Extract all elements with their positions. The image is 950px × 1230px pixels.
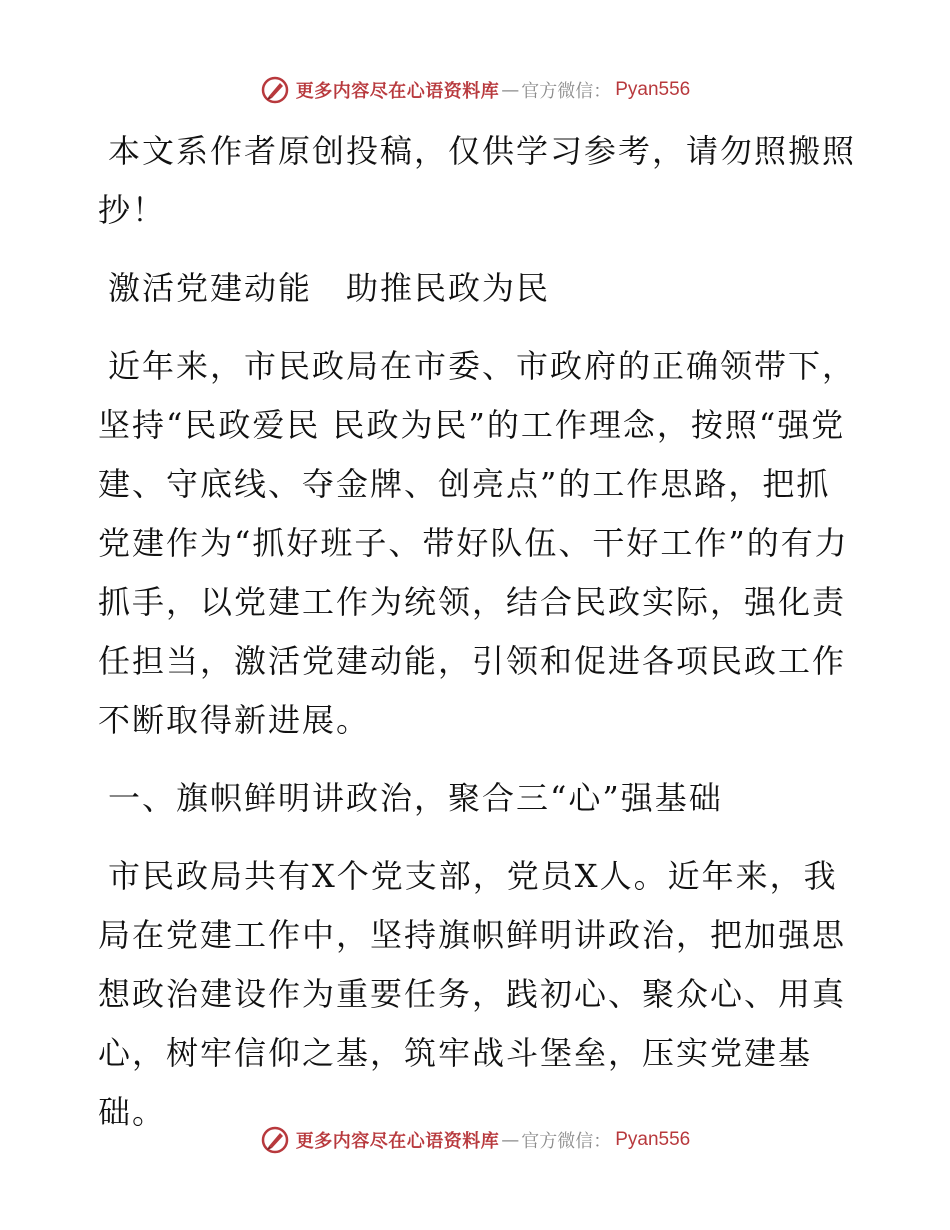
pen-circle-logo-icon: [260, 1125, 290, 1155]
banner-separator: —: [501, 1129, 520, 1151]
banner-wechat-id: Pyan556: [615, 1129, 691, 1150]
document-title: 激活党建动能 助推民政为民: [108, 269, 551, 307]
intro-paragraph: 近年来，市民政局在市委、市政府的正确领带下，坚持“民政爱民 民政为民”的工作理念，按照“强党建、守底线、夺金牌、创亮点”的工作思路，把抓党建作为“抓好班子、带好队伍、干好工作”的有力抓手，以党建工作为统领，结合民政实际，强化责任担当，激活党建动能，引领和促进各项民政工作不断取得新进展。: [98, 347, 857, 739]
document-body: [98, 122, 858, 1142]
banner-wechat-id: Pyan556: [615, 79, 691, 100]
banner-wechat-label: 官方微信：: [521, 81, 612, 102]
header-watermark-banner: [0, 72, 950, 108]
banner-wechat-label: 官方微信：: [521, 1131, 612, 1152]
copyright-notice: 本文系作者原创投稿，仅供学习参考，请勿照搬照抄！: [98, 132, 857, 229]
section-1-heading: 一、旗帜鲜明讲政治，聚合三“心”强基础: [108, 779, 723, 817]
footer-watermark-banner: [0, 1122, 950, 1158]
banner-slogan: 更多内容尽在心语资料库: [295, 81, 500, 102]
banner-slogan: 更多内容尽在心语资料库: [295, 1131, 500, 1152]
section-1-paragraph: 市民政局共有X个党支部，党员X人。近年来，我局在党建工作中，坚持旗帜鲜明讲政治，把加强思想政治建设作为重要任务，践初心、聚众心、用真心，树牢信仰之基，筑牢战斗堡垒，压实党建基础。: [98, 857, 847, 1131]
banner-separator: —: [501, 79, 520, 101]
pen-circle-logo-icon: [260, 75, 290, 105]
